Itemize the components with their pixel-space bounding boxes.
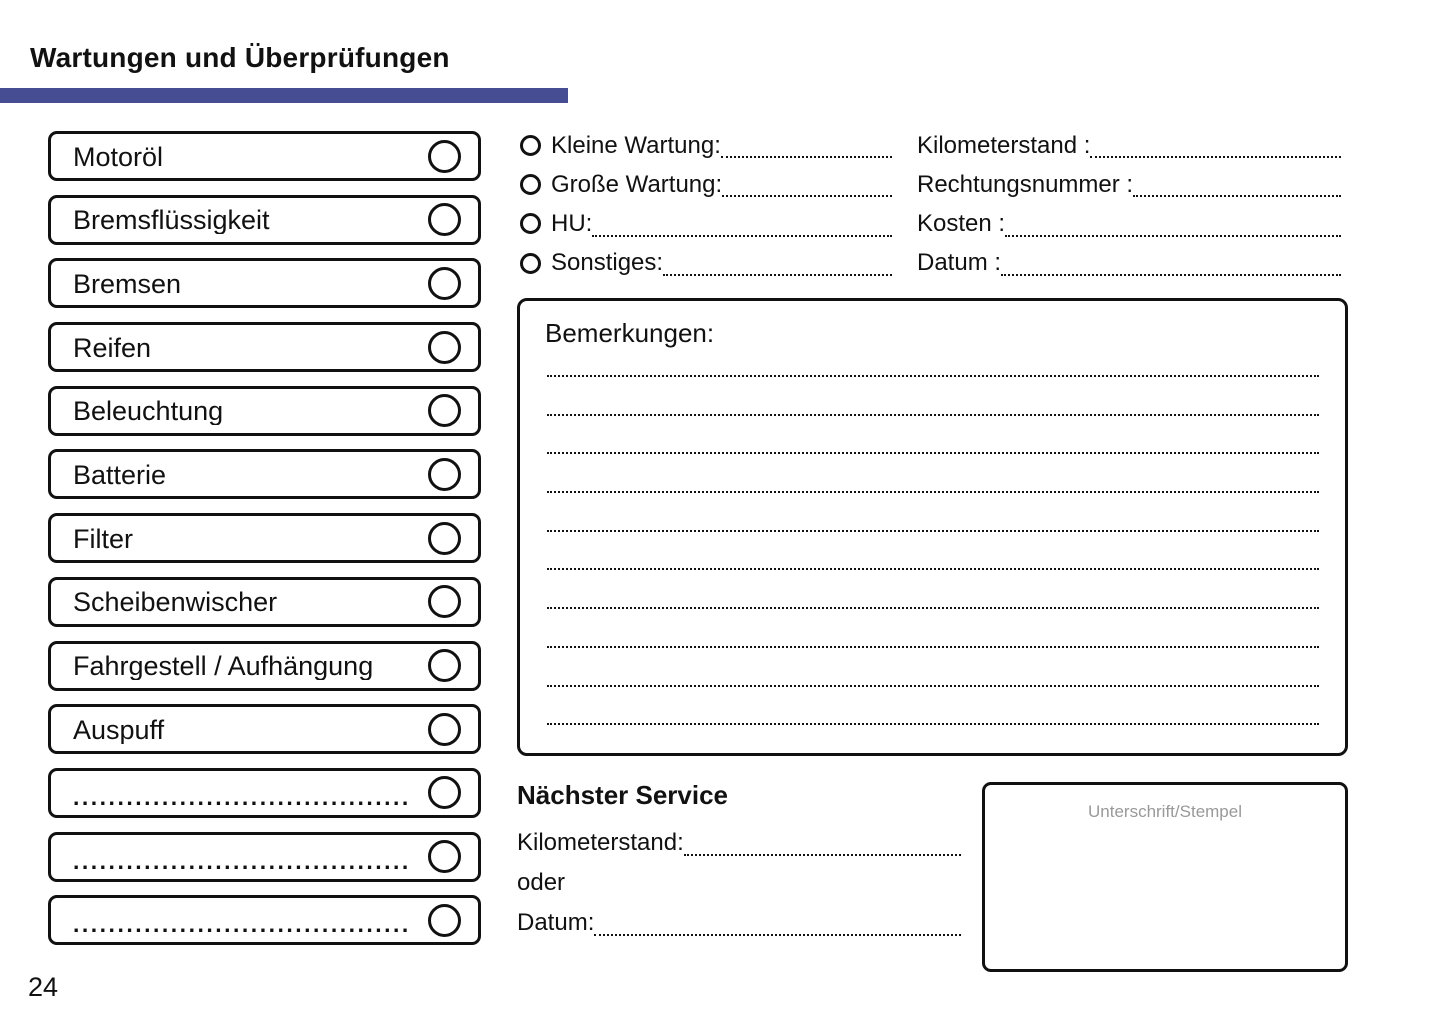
invoice-field-label: Kilometerstand : xyxy=(917,131,1091,159)
remarks-ruled-line xyxy=(547,685,1319,687)
status-circle-icon xyxy=(428,267,461,300)
status-circle-icon xyxy=(428,649,461,682)
checklist-item-label: Bremsflüssigkeit xyxy=(73,205,270,235)
status-circle-icon xyxy=(428,331,461,364)
invoice-field-label: Datum : xyxy=(917,249,1002,277)
remarks-ruled-line xyxy=(547,414,1319,416)
status-circle-icon xyxy=(428,394,461,427)
remarks-ruled-line xyxy=(547,568,1319,570)
checklist-item-label: ...................................... xyxy=(73,913,411,937)
page-number: 24 xyxy=(28,972,59,1002)
next-service-conjunction: oder xyxy=(517,869,566,896)
next-service-title: Nächster Service xyxy=(517,780,729,810)
signature-stamp-label: Unterschrift/Stempel xyxy=(1088,802,1242,821)
checklist-row xyxy=(48,895,481,945)
write-in-line xyxy=(592,235,892,237)
checklist-item-label: Reifen xyxy=(73,332,152,362)
remarks-ruled-line xyxy=(547,375,1319,377)
write-in-line xyxy=(663,274,892,276)
status-circle-icon xyxy=(428,713,461,746)
radio-circle-icon xyxy=(520,253,541,274)
checklist-item-label: Motoröl xyxy=(73,141,164,171)
status-circle-icon xyxy=(428,904,461,937)
checklist-item-label: Fahrgestell / Aufhängung xyxy=(73,651,374,680)
write-in-line xyxy=(722,195,892,197)
checklist-row xyxy=(48,577,481,627)
status-circle-icon xyxy=(428,840,461,873)
checklist-row xyxy=(48,386,481,436)
invoice-field-row xyxy=(917,165,1341,204)
checklist-item-label: Batterie xyxy=(73,459,167,489)
next-service-datum-label: Datum: xyxy=(517,909,595,936)
status-circle-icon xyxy=(428,522,461,555)
service-type-label: Sonstiges: xyxy=(551,249,664,277)
write-in-line xyxy=(1005,235,1341,237)
write-in-line xyxy=(684,854,961,856)
write-in-line xyxy=(1133,195,1341,197)
service-type-row xyxy=(520,204,892,243)
service-type-row xyxy=(520,126,892,165)
remarks-ruled-line xyxy=(547,491,1319,493)
service-type-row xyxy=(520,165,892,204)
remarks-title: Bemerkungen: xyxy=(545,318,715,348)
checklist-row xyxy=(48,513,481,563)
status-circle-icon xyxy=(428,585,461,618)
checklist-row xyxy=(48,641,481,691)
invoice-field-list xyxy=(917,126,1341,283)
remarks-lines xyxy=(547,375,1319,725)
service-type-list xyxy=(520,126,892,283)
radio-circle-icon xyxy=(520,213,541,234)
next-service-kilometerstand-label: Kilometerstand: xyxy=(517,829,684,856)
radio-circle-icon xyxy=(520,174,541,195)
service-type-label: Große Wartung: xyxy=(551,170,723,198)
checklist-item-label: Bremsen xyxy=(73,268,182,298)
write-in-line xyxy=(594,934,961,936)
checklist-row xyxy=(48,449,481,499)
remarks-ruled-line xyxy=(547,723,1319,725)
checklist-item-label: ...................................... xyxy=(73,785,411,809)
checklist-row xyxy=(48,195,481,245)
checklist-row xyxy=(48,258,481,308)
invoice-field-label: Rechtungsnummer : xyxy=(917,170,1134,198)
checklist-row xyxy=(48,832,481,882)
invoice-field-label: Kosten : xyxy=(917,209,1006,237)
next-service-kilometerstand-row xyxy=(517,823,961,863)
write-in-line xyxy=(1090,156,1341,158)
checklist-item-label: Scheibenwischer xyxy=(73,587,278,617)
checklist-item-label: Beleuchtung xyxy=(73,396,224,426)
service-type-row xyxy=(520,244,892,283)
status-circle-icon xyxy=(428,203,461,236)
checklist-row xyxy=(48,322,481,372)
checklist-row xyxy=(48,131,481,181)
remarks-ruled-line xyxy=(547,530,1319,532)
maintenance-checklist xyxy=(48,131,481,959)
write-in-line xyxy=(1001,274,1341,276)
checklist-row xyxy=(48,704,481,754)
checklist-item-label: Filter xyxy=(73,523,133,553)
page-title: Wartungen und Überprüfungen xyxy=(30,42,450,73)
status-circle-icon xyxy=(428,458,461,491)
next-service-section xyxy=(517,780,961,943)
checklist-item-label: ...................................... xyxy=(73,849,411,873)
remarks-ruled-line xyxy=(547,452,1319,454)
service-type-label: HU: xyxy=(551,209,593,237)
accent-bar xyxy=(0,88,568,103)
radio-circle-icon xyxy=(520,135,541,156)
signature-stamp-box xyxy=(982,782,1348,972)
next-service-conjunction-row xyxy=(517,863,961,903)
status-circle-icon xyxy=(428,776,461,809)
invoice-field-row xyxy=(917,204,1341,243)
invoice-field-row xyxy=(917,244,1341,283)
invoice-field-row xyxy=(917,126,1341,165)
next-service-datum-row xyxy=(517,903,961,943)
remarks-ruled-line xyxy=(547,646,1319,648)
service-type-label: Kleine Wartung: xyxy=(551,131,721,159)
status-circle-icon xyxy=(428,140,461,173)
write-in-line xyxy=(721,156,892,158)
checklist-item-label: Auspuff xyxy=(73,714,165,744)
checklist-row xyxy=(48,768,481,818)
remarks-ruled-line xyxy=(547,607,1319,609)
remarks-box xyxy=(517,298,1348,756)
